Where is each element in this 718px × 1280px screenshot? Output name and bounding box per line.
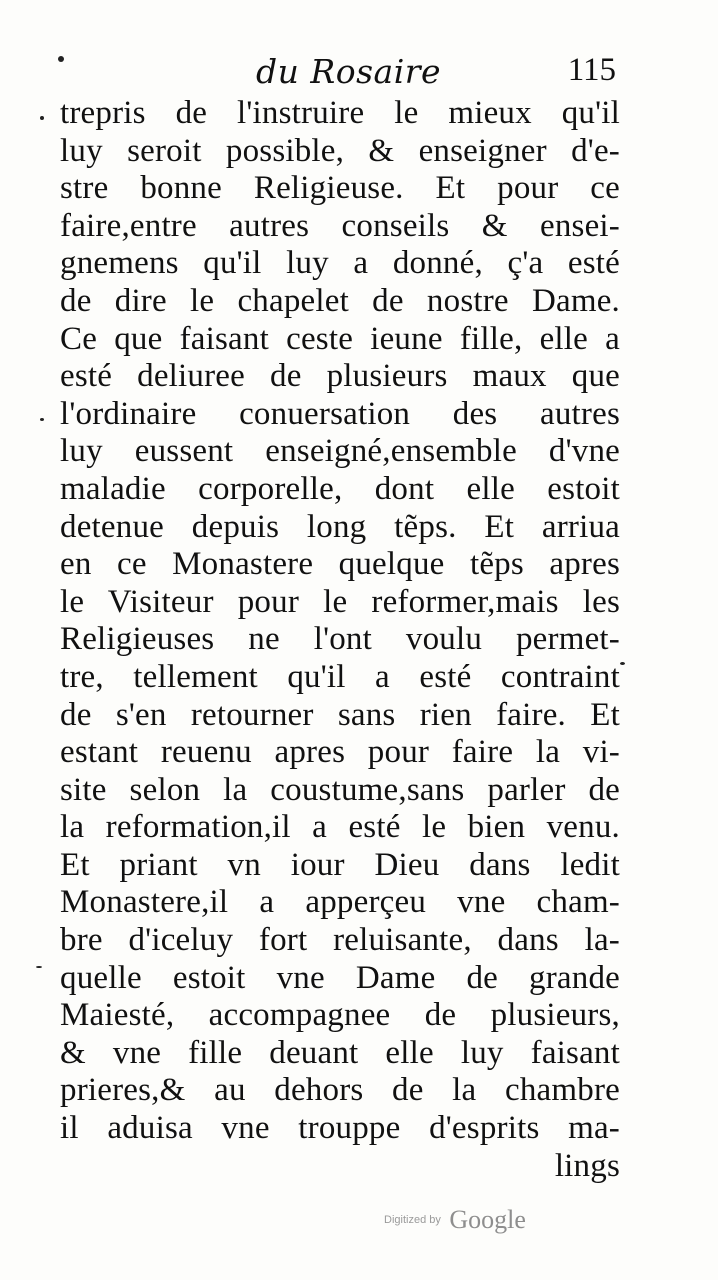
page-number: 115 [567, 52, 616, 88]
catchword: lings [554, 1147, 620, 1184]
page-header [60, 52, 620, 96]
text-line: gnemens qu'il luy a donné, ç'a esté [60, 245, 620, 282]
text-line: de dire le chapelet de nostre Dame. [60, 282, 620, 319]
text-line: Ce que faisant ceste ieune fille, elle a [60, 320, 620, 357]
text-line: stre bonne Religieuse. Et pour ce [60, 170, 620, 207]
text-line: en ce Monastere quelque tẽps apres [60, 546, 620, 583]
text-line: le Visiteur pour le reformer,mais les [60, 583, 620, 620]
text-line: Et priant vn iour Dieu dans ledit [60, 846, 620, 883]
ink-speck [58, 56, 64, 62]
text-line: Monastere,il a apperçeu vne cham- [60, 884, 620, 921]
text-line: luy seroit possible, & enseigner d'e- [60, 132, 620, 169]
text-line: tre, tellement qu'il a esté contraint [60, 658, 620, 695]
digitized-by-text: Digitized by [384, 1214, 441, 1226]
ink-speck [40, 418, 44, 421]
text-line: esté deliuree de plusieurs maux que [60, 358, 620, 395]
text-line: estant reuenu apres pour faire la vi- [60, 734, 620, 771]
text-line: & vne fille deuant elle luy faisant [60, 1034, 620, 1071]
text-line: il aduisa vne trouppe d'esprits ma- [60, 1110, 620, 1147]
text-line: trepris de l'instruire le mieux qu'il [60, 95, 620, 131]
ink-speck [40, 116, 44, 120]
google-watermark [384, 1205, 526, 1245]
text-line: bre d'iceluy fort reluisante, dans la- [60, 922, 620, 959]
text-line: quelle estoit vne Dame de grande [60, 959, 620, 996]
text-line: luy eussent enseigné,ensemble d'vne [60, 433, 620, 470]
body-text [60, 95, 620, 1185]
text-line: Religieuses ne l'ont voulu permet- [60, 621, 620, 658]
ink-speck [36, 966, 42, 968]
text-line: prieres,& au dehors de la chambre [60, 1072, 620, 1109]
ink-speck [620, 662, 625, 665]
text-line: l'ordinaire conuersation des autres [60, 395, 620, 432]
text-line: maladie corporelle, dont elle estoit [60, 470, 620, 507]
google-logo: Google [449, 1205, 526, 1234]
text-line: site selon la coustume,sans parler de [60, 771, 620, 808]
text-line: faire,entre autres conseils & ensei- [60, 207, 620, 244]
running-title: du Rosaire [256, 52, 442, 91]
text-line: detenue depuis long tẽps. Et arriua [60, 508, 620, 545]
text-line: la reformation,il a esté le bien venu. [60, 809, 620, 846]
text-line: Maiesté, accompagnee de plusieurs, [60, 997, 620, 1034]
text-line: de s'en retourner sans rien faire. Et [60, 696, 620, 733]
